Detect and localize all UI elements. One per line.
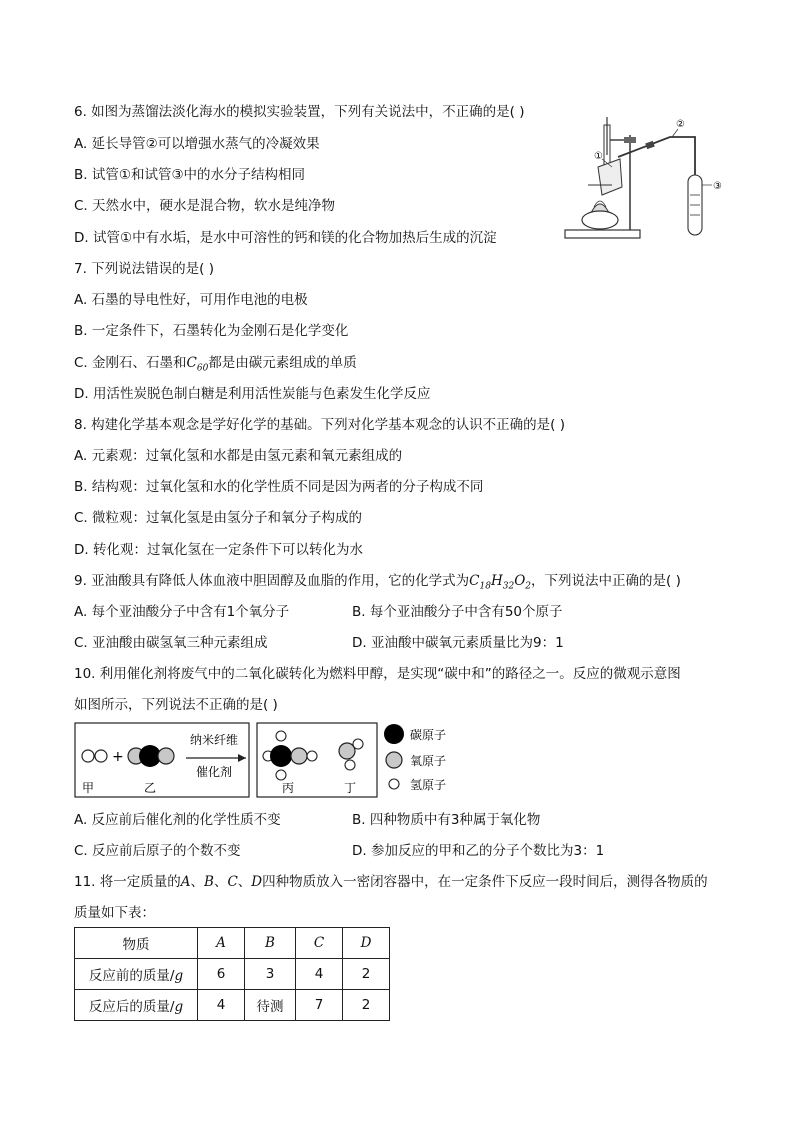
q6-option-c[interactable]: C. 天然水中，硬水是混合物，软水是纯净物 xyxy=(74,198,336,214)
q6-option-d[interactable]: D. 试管①中有水垢，是水中可溶性的钙和镁的化合物加热后生成的沉淀 xyxy=(74,230,497,246)
catalyst-label-1: 纳米纤维 xyxy=(190,733,239,747)
reaction-micro-diagram xyxy=(74,718,464,802)
catalyst-label-2: 催化剂 xyxy=(196,765,233,779)
table-cell: 2 xyxy=(343,990,390,1021)
q10-stem-line1: 10. 利用催化剂将废气中的二氧化碳转化为燃料甲醇，是实现“碳中和”的路径之一。反应的微观示意图 xyxy=(74,666,681,682)
row-label-after: 反应后的质量/g xyxy=(75,990,198,1021)
table-cell: 7 xyxy=(296,990,343,1021)
q6-stem: 6. 如图为蒸馏法淡化海水的模拟实验装置，下列有关说法中，不正确的是( ) xyxy=(74,104,525,120)
legend-carbon: 碳原子 xyxy=(410,728,447,742)
q7-option-a[interactable]: A. 石墨的导电性好，可用作电池的电极 xyxy=(74,292,308,308)
legend-hydrogen: 氢原子 xyxy=(410,778,447,792)
q10-option-b[interactable]: B. 四种物质中有3种属于氧化物 xyxy=(352,812,541,828)
distillation-apparatus-figure xyxy=(560,115,730,245)
q9-option-c[interactable]: C. 亚油酸由碳氢氧三种元素组成 xyxy=(74,635,268,651)
q7-option-d[interactable]: D. 用活性炭脱色制白糖是利用活性炭能与色素发生化学反应 xyxy=(74,386,431,402)
q6-option-b[interactable]: B. 试管①和试管③中的水分子结构相同 xyxy=(74,167,306,183)
label-jia: 甲 xyxy=(82,781,95,795)
q10-stem-line2: 如图所示，下列说法不正确的是( ) xyxy=(74,697,278,713)
table-cell: 6 xyxy=(198,959,245,990)
label-ding: 丁 xyxy=(344,781,357,795)
table-header-a: A xyxy=(198,928,245,959)
table-header-d: D xyxy=(343,928,390,959)
q10-option-a[interactable]: A. 反应前后催化剂的化学性质不变 xyxy=(74,812,281,828)
q9-option-d[interactable]: D. 亚油酸中碳氧元素质量比为9：1 xyxy=(352,635,564,651)
table-row xyxy=(75,990,390,1021)
q8-stem: 8. 构建化学基本观念是学好化学的基础。下列对化学基本观念的认识不正确的是( ) xyxy=(74,417,565,433)
q7-c-pre: C. 金刚石、石墨和 xyxy=(74,355,187,371)
q6-option-a[interactable]: A. 延长导管②可以增强水蒸气的冷凝效果 xyxy=(74,136,320,152)
table-row xyxy=(75,928,390,959)
plus-sign: + xyxy=(112,749,124,765)
table-header-c: C xyxy=(296,928,343,959)
q11-stem-line1: 11. 将一定质量的A、B、C、D四种物质放入一密闭容器中，在一定条件下反应一段时间后，测得各物质的 xyxy=(74,874,708,890)
table-cell: 4 xyxy=(198,990,245,1021)
legend-oxygen: 氧原子 xyxy=(410,754,447,768)
table-header-substance: 物质 xyxy=(75,928,198,959)
mass-table xyxy=(74,927,390,1021)
label-tube-3: ③ xyxy=(713,181,722,192)
table-header-b: B xyxy=(245,928,296,959)
table-cell: 4 xyxy=(296,959,343,990)
q9-stem: 9. 亚油酸具有降低人体血液中胆固醇及血脂的作用，它的化学式为$C_{18}H_{32}O_2$，下列说法中正确的是( ) xyxy=(74,573,681,592)
q7-option-b[interactable]: B. 一定条件下，石墨转化为金刚石是化学变化 xyxy=(74,323,349,339)
table-cell: 2 xyxy=(343,959,390,990)
label-tube-2: ② xyxy=(676,119,685,130)
q10-option-d[interactable]: D. 参加反应的甲和乙的分子个数比为3：1 xyxy=(352,843,605,859)
q9-option-a[interactable]: A. 每个亚油酸分子中含有1个氧分子 xyxy=(74,604,290,620)
q7-c-post: 都是由碳元素组成的单质 xyxy=(208,355,357,371)
label-bing: 丙 xyxy=(282,781,295,795)
row-label-before: 反应前的质量/g xyxy=(75,959,198,990)
q8-option-c[interactable]: C. 微粒观：过氧化氢是由氢分子和氧分子构成的 xyxy=(74,510,363,526)
q7-option-c[interactable] xyxy=(74,354,357,378)
q8-option-d[interactable]: D. 转化观：过氧化氢在一定条件下可以转化为水 xyxy=(74,542,363,558)
q11-stem-line2: 质量如下表： xyxy=(74,905,155,921)
q8-option-b[interactable]: B. 结构观：过氧化氢和水的化学性质不同是因为两者的分子构成不同 xyxy=(74,479,484,495)
q9-option-b[interactable]: B. 每个亚油酸分子中含有50个原子 xyxy=(352,604,563,620)
label-tube-1: ① xyxy=(594,151,603,162)
label-yi: 乙 xyxy=(144,781,157,795)
table-row xyxy=(75,959,390,990)
q8-option-a[interactable]: A. 元素观：过氧化氢和水都是由氢元素和氧元素组成的 xyxy=(74,448,403,464)
q10-option-c[interactable]: C. 反应前后原子的个数不变 xyxy=(74,843,241,859)
table-cell: 3 xyxy=(245,959,296,990)
formula-linoleic-acid: $C_{18}H_{32}O_2$ xyxy=(469,573,532,592)
formula-c60: $C_{60}$ xyxy=(186,355,209,374)
table-cell: 待测 xyxy=(245,990,296,1021)
q7-stem: 7. 下列说法错误的是( ) xyxy=(74,261,214,277)
